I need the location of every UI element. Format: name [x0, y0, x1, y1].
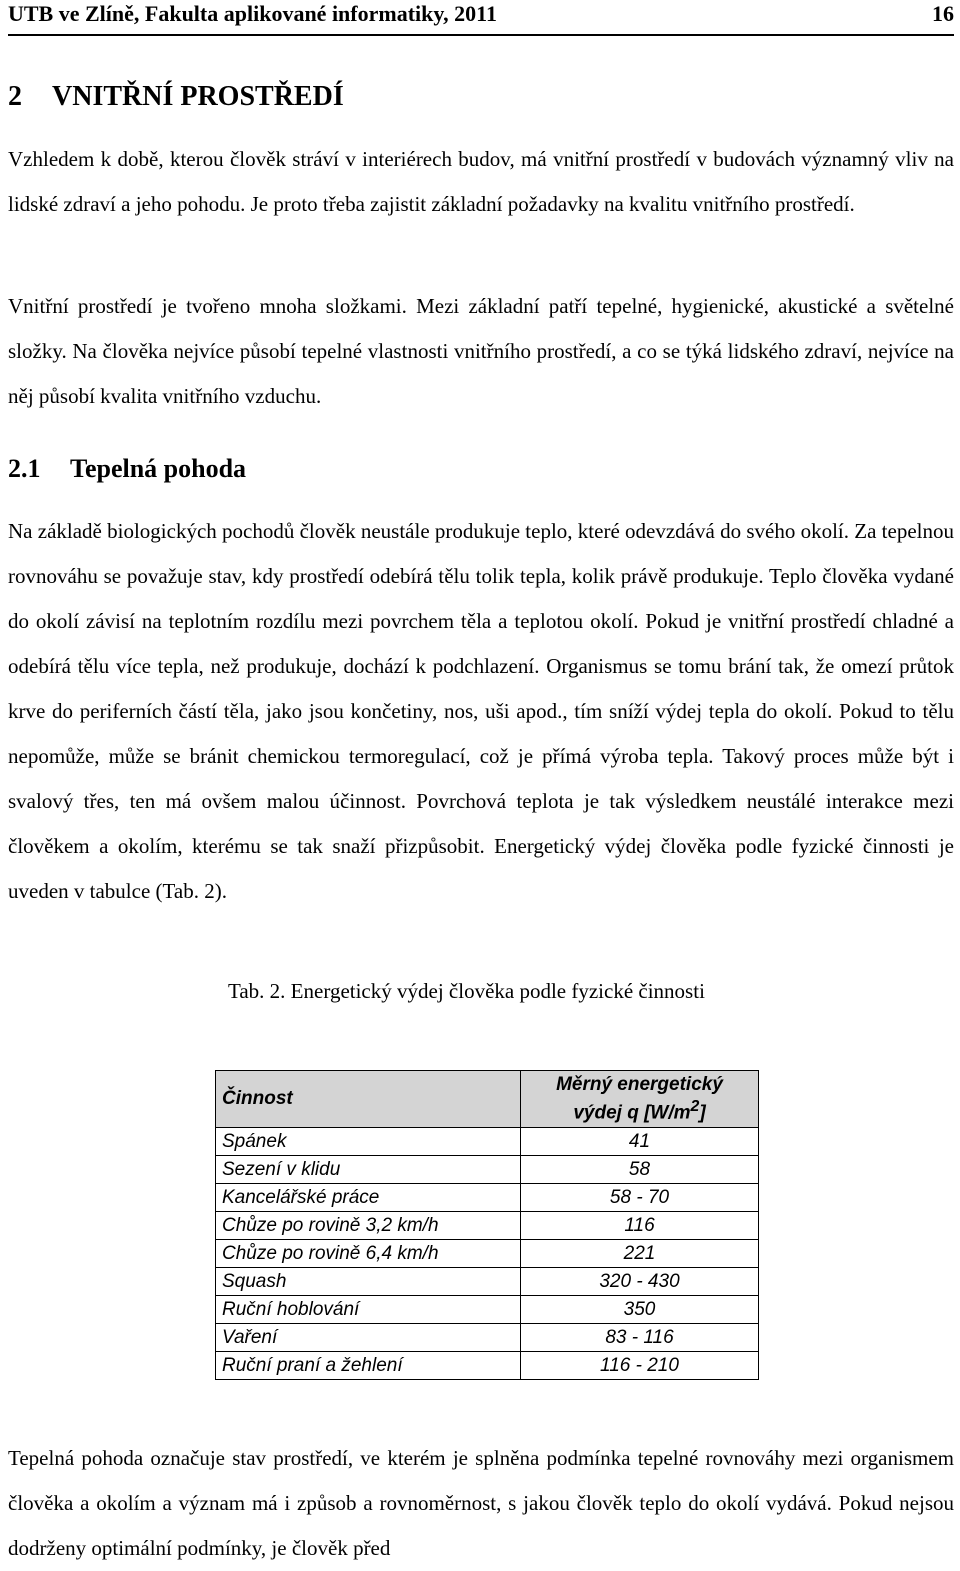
page-number: 16 [932, 1, 954, 26]
cell-value: 83 - 116 [521, 1324, 759, 1352]
table-row [216, 1296, 759, 1324]
cell-activity: Spánek [216, 1128, 521, 1156]
cell-activity: Sezení v klidu [216, 1156, 521, 1184]
table-caption: Tab. 2. Energetický výdej člověka podle fyzické činnosti [228, 979, 705, 1003]
table-row [216, 1240, 759, 1268]
paragraph-intro: Vzhledem k době, kterou člověk stráví v interiérech budov, má vnitřní prostředí v budovách významný vliv na lidské zdraví a jeho pohodu. Je proto třeba zajistit základní požadavky na kvalitu vnitřního prostředí. [8, 147, 954, 216]
cell-value: 320 - 430 [521, 1268, 759, 1296]
table-row [216, 1184, 759, 1212]
cell-value: 116 [521, 1212, 759, 1240]
table-row [216, 1156, 759, 1184]
chapter-number: 2 [8, 81, 22, 112]
cell-activity: Ruční hoblování [216, 1296, 521, 1324]
paragraph-thermal-comfort: Tepelná pohoda označuje stav prostředí, ve kterém je splněna podmínka tepelné rovnováhy mezi organismem člověka a okolím a význam má i způsob a rovnoměrnost, s jakou člověk teplo do okolí vydává. Pokud nejsou dodrženy optimální podmínky, je člověk před [8, 1446, 954, 1560]
section-number: 2.1 [8, 454, 41, 483]
column-header-sup: 2 [690, 1097, 700, 1115]
column-header-end: ] [699, 1102, 706, 1124]
cell-value: 221 [521, 1240, 759, 1268]
column-header-line2: výdej q [W/m [573, 1102, 691, 1124]
cell-value: 41 [521, 1128, 759, 1156]
running-header [8, 0, 954, 36]
cell-activity: Vaření [216, 1324, 521, 1352]
cell-value: 58 [521, 1156, 759, 1184]
table-row [216, 1212, 759, 1240]
cell-activity: Kancelářské práce [216, 1184, 521, 1212]
cell-activity: Squash [216, 1268, 521, 1296]
chapter-heading [8, 80, 344, 114]
chapter-title: VNITŘNÍ PROSTŘEDÍ [52, 81, 344, 112]
column-header-activity: Činnost [216, 1071, 521, 1128]
section-heading [8, 452, 246, 486]
cell-activity: Chůze po rovině 3,2 km/h [216, 1212, 521, 1240]
cell-activity: Ruční praní a žehlení [216, 1352, 521, 1380]
cell-value: 58 - 70 [521, 1184, 759, 1212]
cell-activity: Chůze po rovině 6,4 km/h [216, 1240, 521, 1268]
section-title: Tepelná pohoda [70, 454, 247, 483]
header-title: UTB ve Zlíně, Fakulta aplikované informatiky, 2011 [8, 1, 497, 26]
energy-expenditure-table [215, 1070, 759, 1380]
table-row [216, 1128, 759, 1156]
paragraph-components: Vnitřní prostředí je tvořeno mnoha složkami. Mezi základní patří tepelné, hygienické, akustické a světelné složky. Na člověka nejvíce působí tepelné vlastnosti vnitřního prostředí, a co se týká lidského zdraví, nejvíce na něj působí kvalita vnitřního vzduchu. [8, 294, 954, 408]
column-header-expenditure [521, 1071, 759, 1128]
table-header-row [216, 1071, 759, 1128]
column-header-line1: Měrný energetický [556, 1073, 723, 1095]
cell-value: 350 [521, 1296, 759, 1324]
cell-value: 116 - 210 [521, 1352, 759, 1380]
table-row [216, 1268, 759, 1296]
table-row [216, 1324, 759, 1352]
table-row [216, 1352, 759, 1380]
paragraph-thermal-balance: Na základě biologických pochodů člověk neustále produkuje teplo, které odevzdává do svého okolí. Za tepelnou rovnováhu se považuje stav, kdy prostředí odebírá tělu tolik tepla, kolik právě produkuje. Teplo člověka vydané do okolí závisí na teplotním rozdílu mezi povrchem těla a teplotou okolí. Pokud je vnitřní prostředí chladné a odebírá tělu více tepla, než produkuje, dochází k podchlazení. Organismus se tomu brání tak, že omezí průtok krve do periferních částí těla, jako jsou končetiny, nos, uši apod., tím sníží výdej tepla do okolí. Pokud to tělu nepomůže, může se bránit chemickou termoregulací, což je přímá výroba tepla. Takový proces může být i svalový třes, ten má ovšem malou účinnost. Povrchová teplota je tak výsledkem neustálé interakce mezi člověkem a okolím, kterému se tak snaží přizpůsobit. Energetický výdej člověka podle fyzické činnosti je uveden v tabulce (Tab. 2). [8, 519, 954, 903]
